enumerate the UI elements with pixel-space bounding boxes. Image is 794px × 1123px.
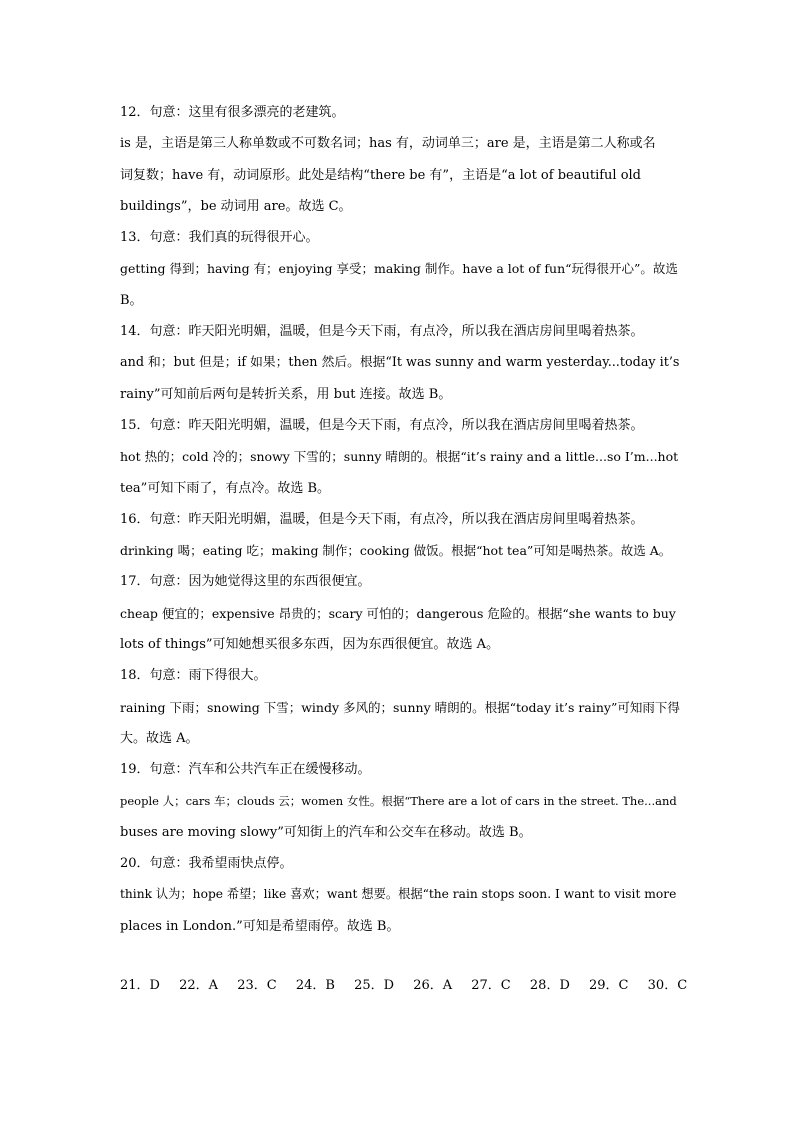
answer-item: 23．C (237, 978, 277, 993)
text-line: rainy”可知前后两句是转折关系，用 but 连接。故选 B。 (120, 386, 452, 402)
answer-item: 29．C (589, 978, 629, 993)
text-line: 18．句意：雨下得很大。 (120, 668, 267, 684)
text-line: 14．句意：昨天阳光明媚，温暖，但是今天下雨，有点冷，所以我在酒店房间里喝着热茶。 (120, 324, 644, 340)
text-line: 词复数；have 有，动词原形。此处是结构“there be 有”，主语是“a lot of beautiful old (120, 167, 642, 183)
text-line: is 是，主语是第三人称单数或不可数名词；has 有，动词单三；are 是，主语是第二人称或名 (120, 136, 656, 152)
explanation-body (120, 97, 680, 942)
text-line: cheap 便宜的；expensive 昂贵的；scary 可怕的；dangerous 危险的。根据“she wants to buy (120, 605, 676, 621)
text-line: places in London.”可知是希望雨停。故选 B。 (120, 918, 400, 934)
text-line: think 认为；hope 希望；like 喜欢；want 想要。根据“the rain stops soon. I want to visit more (120, 887, 677, 902)
text-line: tea”可知下雨了，有点冷。故选 B。 (120, 480, 330, 496)
text-line: hot 热的；cold 冷的；snowy 下雪的；sunny 晴朗的。根据“it’s rainy and a little...so I’m...hot (120, 449, 679, 465)
text-line: 12．句意：这里有很多漂亮的老建筑。 (120, 105, 345, 120)
text-line: 19．句意：汽车和公共汽车正在缓慢移动。 (120, 762, 371, 778)
answer-item: 30．C (647, 978, 688, 993)
text-line: 13．句意：我们真的玩得很开心。 (120, 230, 319, 246)
text-line: raining 下雨；snowing 下雪；windy 多风的；sunny 晴朗的。根据“today it’s rainy”可知雨下得 (120, 699, 680, 715)
text-line: drinking 喝；eating 吃；making 制作；cooking 做饭。根据“hot tea”可知是喝热茶。故选 A。 (120, 543, 672, 559)
answer-item: 22．A (179, 978, 219, 993)
answer-item: 26．A (413, 978, 453, 993)
text-line: 大。故选 A。 (120, 730, 199, 746)
text-line: 20．句意：我希望雨快点停。 (120, 856, 293, 872)
text-line: 17．句意：因为她觉得这里的东西很便宜。 (120, 574, 371, 590)
text-line: B。 (120, 292, 143, 308)
answer-item: 24．B (295, 978, 335, 993)
answer-item: 25．D (354, 978, 395, 993)
text-line: 16．句意：昨天阳光明媚，温暖，但是今天下雨，有点冷，所以我在酒店房间里喝着热茶。 (120, 511, 644, 527)
text-line: buildings”，be 动词用 are。故选 C。 (120, 198, 352, 214)
answer-key-row (120, 970, 688, 1001)
answer-item: 27．C (471, 978, 511, 993)
text-line: buses are moving slowy”可知街上的汽车和公交车在移动。故选 B。 (120, 824, 532, 840)
text-line: and 和；but 但是；if 如果；then 然后。根据“It was sunny and warm yesterday...today it’s (120, 355, 680, 371)
text-line: people 人；cars 车；clouds 云；women 女性。根据“There are a lot of cars in the street. The...and (120, 793, 677, 808)
answer-item: 21．D (120, 978, 160, 993)
text-line: getting 得到；having 有；enjoying 享受；making 制作。have a lot of fun“玩得很开心”。故选 (120, 261, 678, 277)
text-line: lots of things”可知她想买很多东西，因为东西很便宜。故选 A。 (120, 637, 500, 653)
text-line: 15．句意：昨天阳光明媚，温暖，但是今天下雨，有点冷，所以我在酒店房间里喝着热茶。 (120, 417, 644, 433)
answer-item: 28．D (529, 978, 570, 993)
